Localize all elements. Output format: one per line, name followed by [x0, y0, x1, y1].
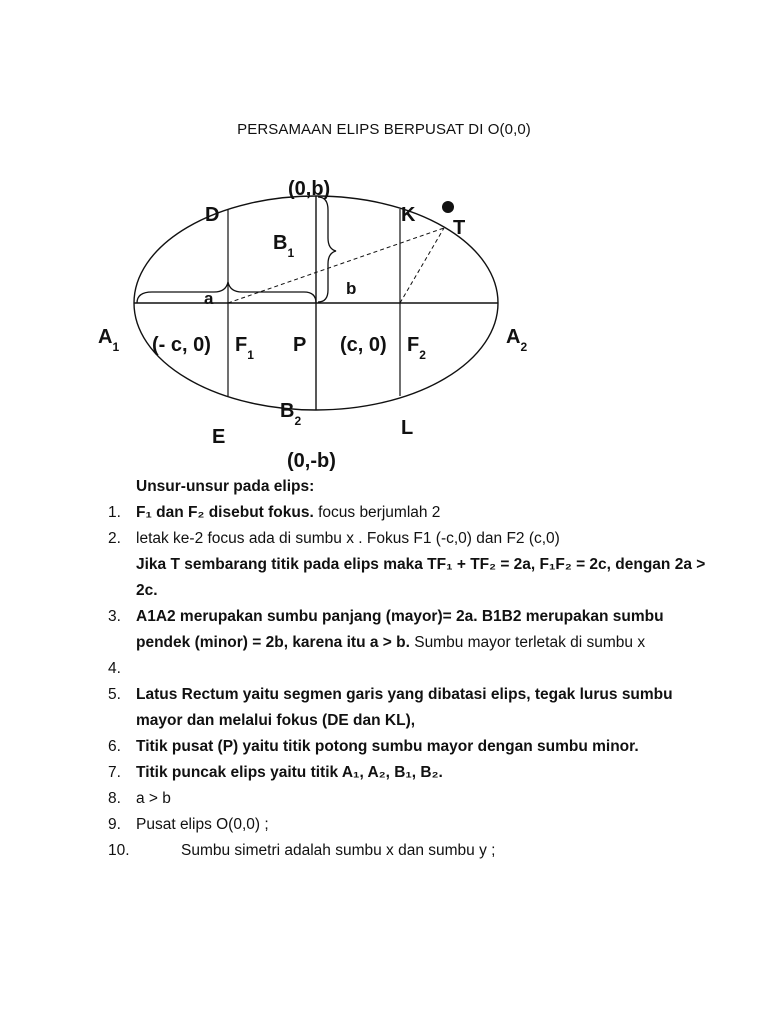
label-point-e: E	[212, 426, 226, 448]
label-a-length: a	[204, 289, 214, 308]
label-b1: $B_1$	[273, 232, 295, 260]
list-item-5: 5. Latus Rectum yaitu segmen garis yang dibatasi elips, tegak lurus sumbu mayor dan melalui fokus (DE dan KL),	[108, 686, 673, 729]
label-left-focus-coord: (- c, 0)	[152, 334, 211, 356]
label-point-d: D	[205, 204, 220, 226]
label-right-focus-coord: (c, 0)	[340, 334, 387, 356]
label-f1: $F_1$	[235, 334, 254, 362]
label-top-coord: (0,b)	[288, 178, 331, 200]
brace-a	[137, 282, 316, 303]
list-item-7: 7. Titik puncak elips yaitu titik A₁, A₂, B₁, B₂.	[108, 764, 443, 781]
label-bottom-coord: (0,-b)	[287, 450, 336, 472]
focal-line-tf2	[400, 228, 444, 303]
list-item-9: 9. Pusat elips O(0,0) ;	[108, 816, 269, 833]
label-point-k: K	[401, 204, 416, 226]
label-point-l: L	[401, 417, 414, 439]
elements-list	[108, 474, 708, 864]
list-item-10: 10. Sumbu simetri adalah sumbu x dan sumbu y ;	[108, 842, 496, 859]
label-f2: $F_2$	[407, 334, 426, 362]
label-point-t: T	[453, 217, 466, 239]
label-b-length: b	[346, 279, 357, 298]
page-title: PERSAMAAN ELIPS BERPUSAT DI O(0,0)	[237, 121, 531, 138]
label-a2: $A_2$	[506, 326, 528, 354]
label-center-p: P	[293, 334, 307, 356]
list-item-2: 2. letak ke-2 focus ada di sumbu x . Fokus F1 (-c,0) dan F2 (c,0)	[108, 530, 560, 547]
list-item-8: 8. a > b	[108, 790, 171, 807]
label-b2: $B_2$	[280, 400, 302, 428]
list-item-4: 4.	[108, 660, 121, 677]
brace-b	[318, 197, 336, 302]
list-heading: Unsur-unsur pada elips:	[136, 478, 315, 495]
label-a1: $A_1$	[98, 326, 120, 354]
list-item-1: 1. F₁ dan F₂ disebut fokus. focus berjumlah 2	[108, 504, 441, 521]
list-item-6: 6. Titik pusat (P) yaitu titik potong sumbu mayor dengan sumbu minor.	[108, 738, 639, 755]
list-item-2-continuation: Jika T sembarang titik pada elips maka TF₁ + TF₂ = 2a, F₁F₂ = 2c, dengan 2a > 2c.	[136, 556, 706, 599]
list-item-3: 3. A1A2 merupakan sumbu panjang (mayor)= 2a. B1B2 merupakan sumbu pendek (minor) = 2b, karena itu a > b. Sumbu mayor terletak di sumbu x	[108, 608, 664, 651]
point-t-dot	[442, 201, 454, 213]
ellipse-diagram	[0, 0, 768, 480]
